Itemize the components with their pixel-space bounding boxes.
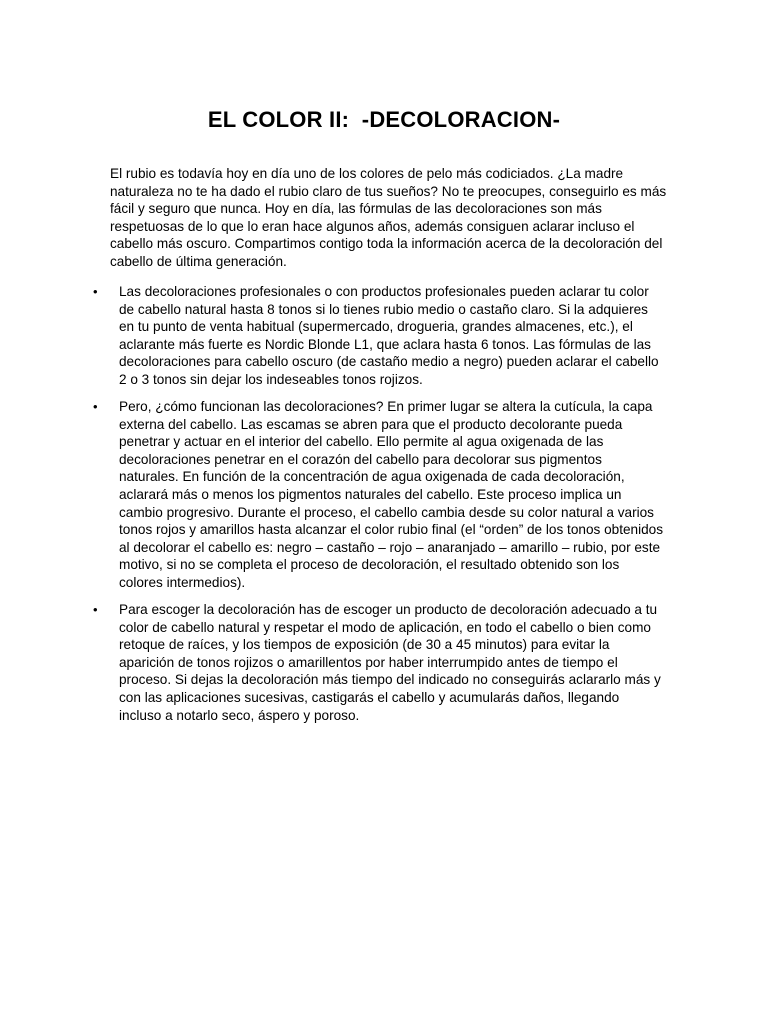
bullet-text: Las decoloraciones profesionales o con productos profesionales pueden aclarar tu color de cabello natural hasta 8 tonos si lo tienes rubio medio o castaño claro. Si la adquieres en tu punto de venta habitual (supermercado, drogueria, grandes almacenes, etc.), el aclarante más fuerte es Nordic Blonde L1, que aclara hasta 6 tonos. Las fórmulas de las decoloraciones para cabello oscuro (de castaño medio a negro) pueden aclarar el cabello 2 o 3 tonos sin dejar los indeseables tonos rojizos.	[119, 284, 659, 387]
bullet-text: Para escoger la decoloración has de escoger un producto de decoloración adecuado a tu color de cabello natural y respetar el modo de aplicación, en todo el cabello o bien como retoque de raíces, y los tiempos de exposición (de 30 a 45 minutos) para evitar la aparición de tonos rojizos o amarillentos por haber interrumpido antes de tiempo el proceso. Si dejas la decoloración más tiempo del indicado no conseguirás aclararlo más y con las aplicaciones sucesivas, castigarás el cabello y acumularás daños, llegando incluso a notarlo seco, áspero y poroso.	[119, 602, 661, 723]
intro-paragraph: El rubio es todavía hoy en día uno de los colores de pelo más codiciados. ¿La madre naturaleza no te ha dado el rubio claro de tus sueños? No te preocupes, conseguirlo es más fácil y seguro que nunca. Hoy en día, las fórmulas de las decoloraciones son más respetuosas de lo que lo eran hace algunos años, además consiguen aclarar incluso el cabello más oscuro. Compartimos contigo toda la información acerca de la decoloración del cabello de última generación.	[110, 166, 667, 269]
bullet-icon: •	[93, 399, 98, 414]
page-title: EL COLOR II: -DECOLORACION-	[207, 106, 561, 132]
bullet-icon: •	[93, 602, 98, 617]
bullet-text: Pero, ¿cómo funcionan las decoloraciones? En primer lugar se altera la cutícula, la capa externa del cabello. Las escamas se abren para que el producto decolorante pueda penetrar y actuar en el interior del cabello. Ello permite al agua oxigenada de las decoloraciones penetrar en el corazón del cabello para decolorar sus pigmentos naturales. En función de la concentración de agua oxigenada de cada decoloración, aclarará más o menos los pigmentos naturales del cabello. Este proceso implica un cambio progresivo. Durante el proceso, el cabello cambia desde su color natural a varios tonos rojos y amarillos hasta alcanzar el color rubio final (el “orden” de los tonos obtenidos al decolorar el cabello es: negro – castaño – rojo – anaranjado – amarillo – rubio, por este motivo, si no se completa el proceso de decoloración, el resultado obtenido son los colores intermedios).	[119, 399, 664, 590]
bullet-icon: •	[93, 284, 98, 299]
